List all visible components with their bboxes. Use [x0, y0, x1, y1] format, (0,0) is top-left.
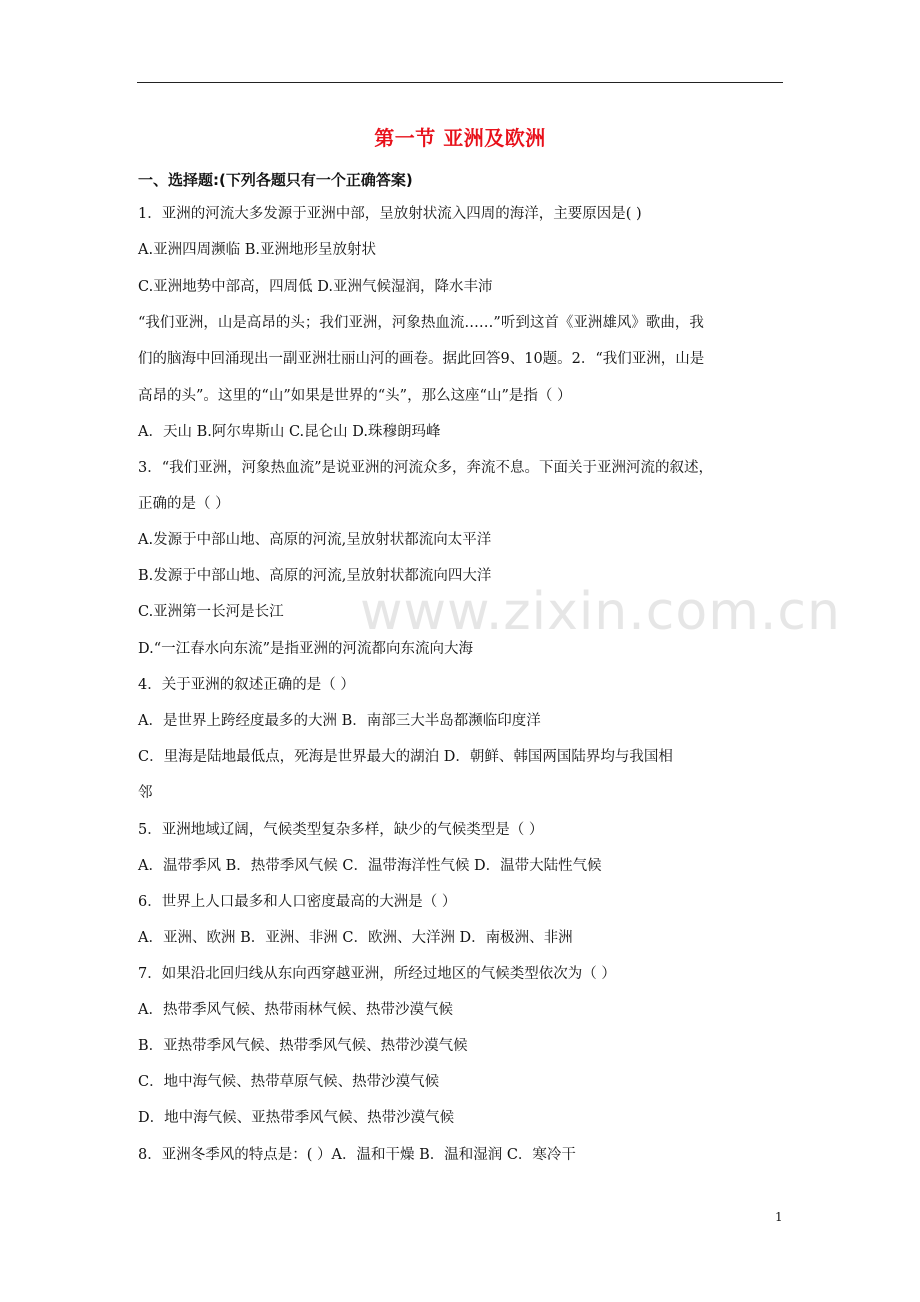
text-line: 6．世界上人口最多和人口密度最高的大洲是（ ） [138, 894, 457, 910]
text-line: C.亚洲第一长河是长江 [138, 604, 284, 620]
text-line: A．温带季风 B．热带季风气候 C．温带海洋性气候 D．温带大陆性气候 [138, 858, 602, 874]
text-line: 邻 [138, 785, 153, 801]
section-heading: 一、选择题:(下列各题只有一个正确答案) [138, 171, 413, 189]
text-line: 3．“我们亚洲，河象热血流”是说亚洲的河流众多，奔流不息。下面关于亚洲河流的叙述， [138, 460, 714, 476]
text-line: D．地中海气候、亚热带季风气候、热带沙漠气候 [138, 1110, 455, 1126]
page-number: 1 [775, 1210, 783, 1224]
text-line: 正确的是（ ） [138, 496, 230, 512]
text-line: 8．亚洲冬季风的特点是：( ）A．温和干燥 B．温和湿润 C．寒冷干 [138, 1147, 576, 1163]
text-line: 7．如果沿北回归线从东向西穿越亚洲，所经过地区的气候类型依次为（ ） [138, 966, 616, 982]
text-line: 高昂的头”。这里的“山”如果是世界的“头”，那么这座“山”是指（ ） [138, 388, 572, 404]
text-line: B.发源于中部山地、高原的河流,呈放射状都流向四大洋 [138, 568, 492, 584]
text-line: A．热带季风气候、热带雨林气候、热带沙漠气候 [138, 1002, 453, 1018]
text-line: C．地中海气候、热带草原气候、热带沙漠气候 [138, 1074, 440, 1090]
text-line: 1．亚洲的河流大多发源于亚洲中部，呈放射状流入四周的海洋，主要原因是( ) [138, 206, 642, 222]
text-line: 5．亚洲地域辽阔，气候类型复杂多样，缺少的气候类型是（ ） [138, 822, 544, 838]
text-line: 们的脑海中回涌现出一副亚洲壮丽山河的画卷。据此回答9、10题。2．“我们亚洲，山是 [138, 351, 705, 367]
text-line: A．天山 B.阿尔卑斯山 C.昆仑山 D.珠穆朗玛峰 [138, 424, 441, 440]
text-line: B．亚热带季风气候、热带季风气候、热带沙漠气候 [138, 1038, 468, 1054]
text-line: C．里海是陆地最低点，死海是世界最大的湖泊 D．朝鲜、韩国两国陆界均与我国相 [138, 749, 673, 765]
text-line: “我们亚洲，山是高昂的头；我们亚洲，河象热血流……”听到这首《亚洲雄风》歌曲，我 [138, 315, 704, 331]
header-rule [137, 82, 783, 83]
text-line: 4．关于亚洲的叙述正确的是（ ） [138, 677, 355, 693]
text-line: A.发源于中部山地、高原的河流,呈放射状都流向太平洋 [138, 532, 492, 548]
text-line: A．是世界上跨经度最多的大洲 B．南部三大半岛都濒临印度洋 [138, 713, 541, 729]
text-line: D.“一江春水向东流”是指亚洲的河流都向东流向大海 [138, 641, 474, 657]
watermark: www.zixin.com.cn [360, 582, 841, 642]
text-line: A．亚洲、欧洲 B．亚洲、非洲 C．欧洲、大洋洲 D．南极洲、非洲 [138, 930, 573, 946]
text-line: C.亚洲地势中部高，四周低 D.亚洲气候湿润，降水丰沛 [138, 279, 493, 295]
text-line: A.亚洲四周濒临 B.亚洲地形呈放射状 [138, 242, 376, 258]
page-title: 第一节 亚洲及欧洲 [374, 126, 546, 150]
